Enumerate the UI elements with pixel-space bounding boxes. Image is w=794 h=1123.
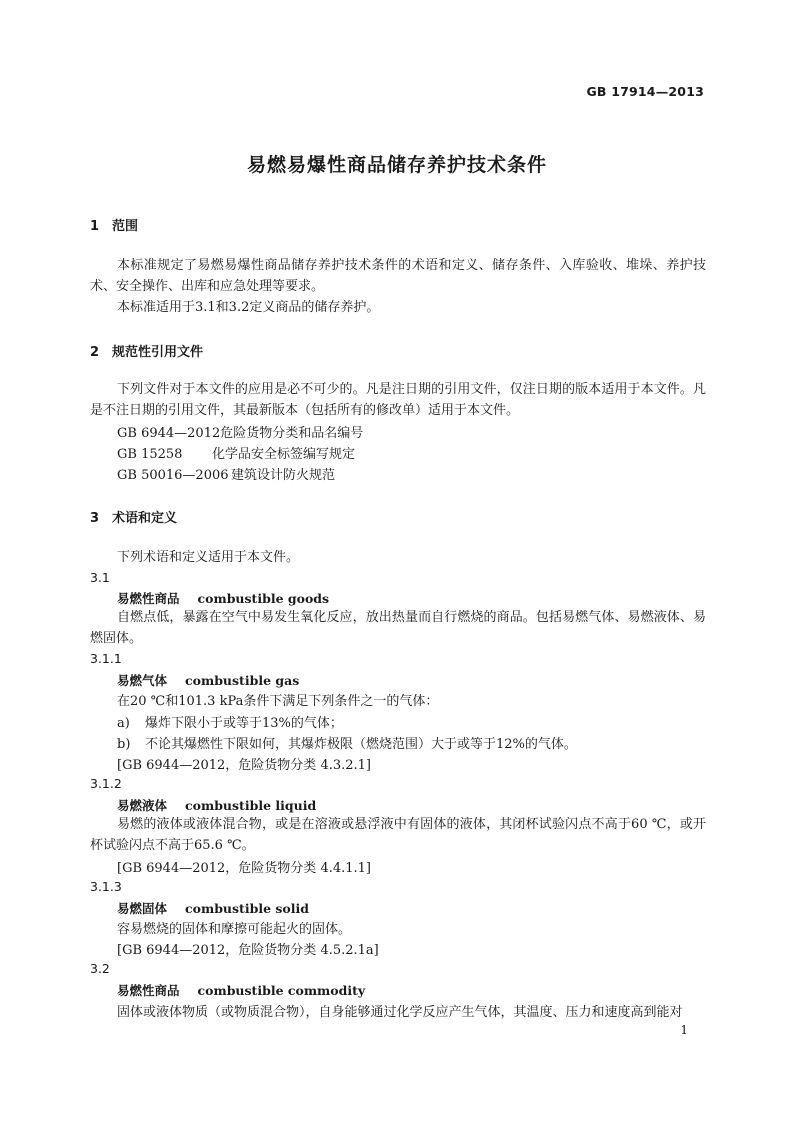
section-number: 1 — [90, 219, 100, 234]
normative-reference — [117, 464, 335, 483]
term-english: combustible liquid — [185, 798, 317, 813]
reference-title: 建筑设计防火规范 — [231, 468, 336, 483]
section-title: 术语和定义 — [112, 511, 178, 526]
clause-number: 3.1.1 — [90, 651, 122, 666]
term-definition: 易燃的液体或液体混合物，或是在溶液或悬浮液中有固体的液体，其闭杯试验闪点不高于60 ℃，或开杯试验闪点不高于65.6 ℃。 — [90, 817, 706, 853]
term-chinese: 易燃气体 — [117, 673, 168, 688]
term-english: combustible commodity — [197, 983, 366, 998]
term-source: [GB 6944—2012，危险货物分类 4.5.2.1a] — [117, 943, 379, 958]
clause-number: 3.2 — [90, 961, 110, 976]
term-entry — [117, 589, 329, 607]
list-marker: b) — [117, 737, 131, 752]
term-chinese: 易燃固体 — [117, 901, 168, 916]
list-item — [117, 712, 343, 731]
term-chinese: 易燃液体 — [117, 798, 168, 813]
normative-reference — [117, 422, 363, 441]
section-number: 3 — [90, 511, 100, 526]
reference-title: 危险货物分类和品名编号 — [220, 426, 364, 441]
term-entry — [117, 796, 316, 814]
term-chinese: 易燃性商品 — [117, 591, 180, 606]
reference-code: GB 50016—2006 — [117, 468, 229, 483]
term-chinese: 易燃性商品 — [117, 983, 180, 998]
page-number: 1 — [680, 1023, 688, 1037]
section-1-paragraph-2: 本标准适用于3.1和3.2定义商品的储存养护。 — [117, 300, 380, 315]
reference-code: GB 6944—2012 — [117, 426, 221, 441]
term-definition: 自燃点低，暴露在空气中易发生氧化反应，放出热量而自行燃烧的商品。包括易燃气体、易燃液体、易燃固体。 — [90, 610, 706, 646]
section-2-heading — [90, 341, 203, 360]
section-2-paragraph: 下列文件对于本文件的应用是必不可少的。凡是注日期的引用文件，仅注日期的版本适用于本文件。凡是不注日期的引用文件，其最新版本（包括所有的修改单）适用于本文件。 — [90, 382, 706, 418]
clause-number: 3.1.3 — [90, 879, 122, 894]
reference-code: GB 15258 — [117, 447, 183, 462]
standard-number: GB 17914—2013 — [586, 84, 704, 99]
term-definition: 容易燃烧的固体和摩擦可能起火的固体。 — [117, 922, 352, 937]
term-source: [GB 6944—2012，危险货物分类 4.3.2.1] — [117, 758, 371, 773]
list-item — [117, 733, 577, 752]
list-text: 爆炸下限小于或等于13%的气体； — [145, 716, 343, 731]
term-entry — [117, 981, 365, 999]
document-title: 易燃易爆性商品储存养护技术条件 — [246, 154, 547, 176]
clause-number: 3.1.2 — [90, 776, 122, 791]
normative-reference — [117, 443, 355, 462]
section-1-paragraph-1: 本标准规定了易燃易爆性商品储存养护技术条件的术语和定义、储存条件、入库验收、堆垛、养护技术、安全操作、出库和应急处理等要求。 — [90, 258, 706, 294]
list-marker: a) — [117, 716, 130, 731]
reference-title: 化学品安全标签编写规定 — [212, 447, 356, 462]
term-english: combustible gas — [185, 673, 300, 688]
section-1-heading — [90, 215, 138, 234]
term-definition: 固体或液体物质（或物质混合物），自身能够通过化学反应产生气体，其温度、压力和速度高到能对 — [117, 1005, 683, 1020]
term-definition: 在20 ℃和101.3 kPa条件下满足下列条件之一的气体： — [117, 694, 439, 709]
section-number: 2 — [90, 345, 100, 360]
term-english: combustible solid — [185, 901, 309, 916]
section-title: 范围 — [112, 219, 139, 234]
term-entry — [117, 671, 299, 689]
section-title: 规范性引用文件 — [112, 345, 204, 360]
list-text: 不论其爆燃性下限如何，其爆炸极限（燃烧范围）大于或等于12%的气体。 — [145, 737, 577, 752]
section-3-heading — [90, 507, 177, 526]
term-source: [GB 6944—2012，危险货物分类 4.4.1.1] — [117, 861, 371, 876]
clause-number: 3.1 — [90, 570, 110, 585]
section-3-intro: 下列术语和定义适用于本文件。 — [117, 550, 300, 565]
term-entry — [117, 899, 309, 917]
term-english: combustible goods — [197, 591, 330, 606]
